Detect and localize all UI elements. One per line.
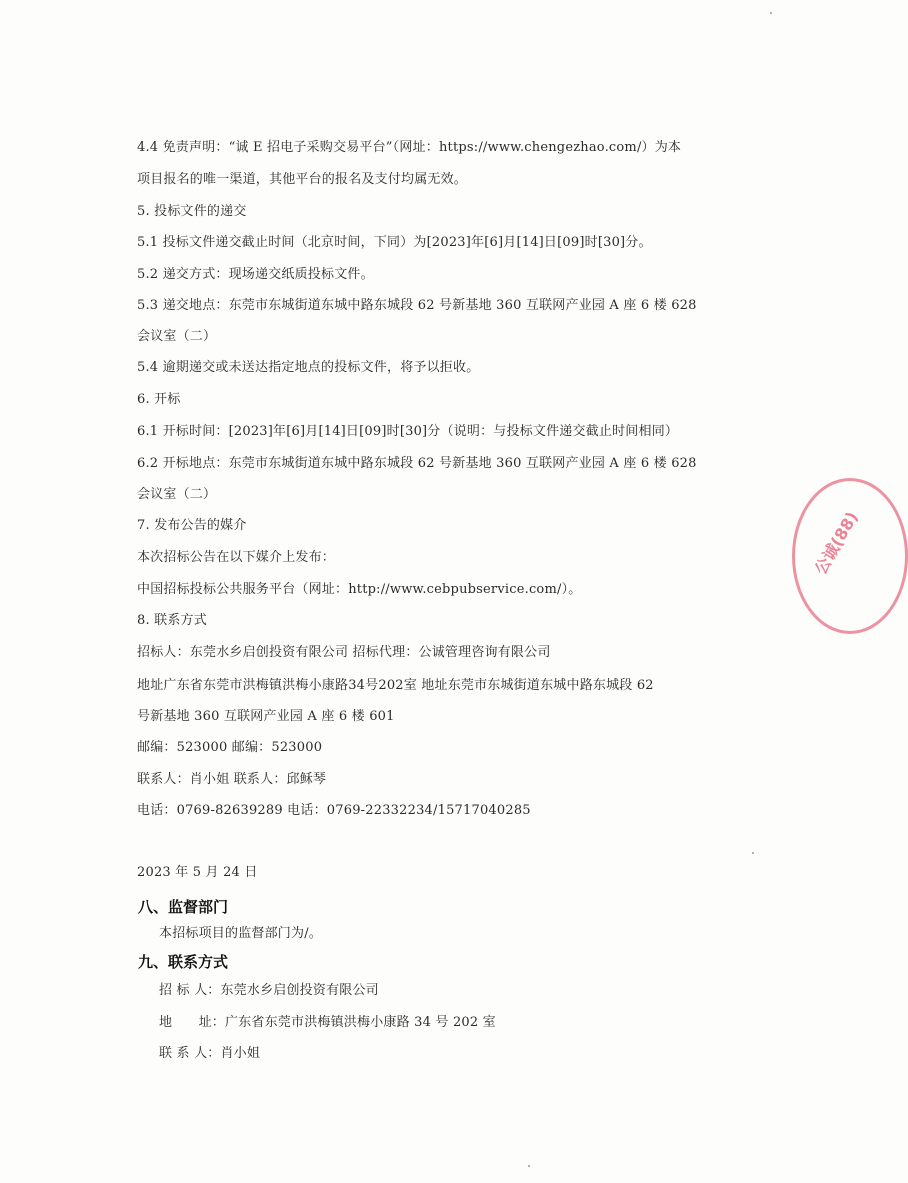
- contact-row-tenderer: 招 标 人：东莞水乡启创投资有限公司: [159, 983, 379, 998]
- body-line-20: 邮编：523000 邮编：523000: [137, 740, 323, 755]
- section8-heading: 八、监督部门: [138, 898, 229, 916]
- contact-row-contact: 联 系 人：肖小姐: [159, 1046, 261, 1061]
- body-line-13: 7. 发布公告的媒介: [137, 518, 247, 533]
- body-line-6: 5.3 递交地点：东莞市东城街道东城中路东城段 62 号新基地 360 互联网产业园 A 座 6 楼 628: [137, 298, 697, 313]
- body-line-21: 联系人：肖小姐 联系人：邱稣琴: [137, 772, 327, 787]
- section9-heading: 九、联系方式: [138, 953, 229, 971]
- company-seal: 公诚(88): [792, 478, 908, 634]
- body-line-17: 招标人：东莞水乡启创投资有限公司 招标代理：公诚管理咨询有限公司: [137, 645, 551, 660]
- section8-text: 本招标项目的监督部门为/。: [159, 926, 322, 941]
- body-line-1: 4.4 免责声明：“诚 E 招电子采购交易平台”（网址：https://www.chengezhao.com/）为本: [137, 140, 682, 155]
- body-line-14: 本次招标公告在以下媒介上发布：: [137, 550, 336, 565]
- issue-date: 2023 年 5 月 24 日: [137, 865, 258, 880]
- body-line-4: 5.1 投标文件递交截止时间（北京时间，下同）为[2023]年[6]月[14]日[09]时[30]分。: [137, 235, 652, 250]
- body-line-18: 地址广东省东莞市洪梅镇洪梅小康路34号202室 地址东莞市东城街道东城中路东城段 62: [137, 678, 654, 693]
- body-line-16: 8. 联系方式: [137, 613, 207, 628]
- body-line-7: 会议室（二）: [137, 329, 217, 344]
- scan-speck: [752, 852, 754, 854]
- body-line-2: 项目报名的唯一渠道，其他平台的报名及支付均属无效。: [137, 172, 468, 187]
- body-line-11: 6.2 开标地点：东莞市东城街道东城中路东城段 62 号新基地 360 互联网产业园 A 座 6 楼 628: [137, 456, 697, 471]
- body-line-9: 6. 开标: [137, 392, 181, 407]
- body-line-19: 号新基地 360 互联网产业园 A 座 6 楼 601: [137, 709, 395, 724]
- body-line-3: 5. 投标文件的递交: [137, 204, 247, 219]
- body-line-10: 6.1 开标时间：[2023]年[6]月[14]日[09]时[30]分（说明：与投标文件递交截止时间相同）: [137, 424, 679, 439]
- scan-speck: [770, 12, 772, 14]
- body-line-22: 电话：0769-82639289 电话：0769-22332234/15717040285: [137, 803, 531, 818]
- body-line-12: 会议室（二）: [137, 487, 217, 502]
- body-line-8: 5.4 逾期递交或未送达指定地点的投标文件，将予以拒收。: [137, 360, 480, 375]
- body-line-5: 5.2 递交方式：现场递交纸质投标文件。: [137, 267, 374, 282]
- scan-speck: [528, 1165, 530, 1167]
- body-line-15: 中国招标投标公共服务平台（网址：http://www.cebpubservice.com/）。: [137, 582, 582, 597]
- contact-row-address: 地 址：广东省东莞市洪梅镇洪梅小康路 34 号 202 室: [159, 1015, 496, 1030]
